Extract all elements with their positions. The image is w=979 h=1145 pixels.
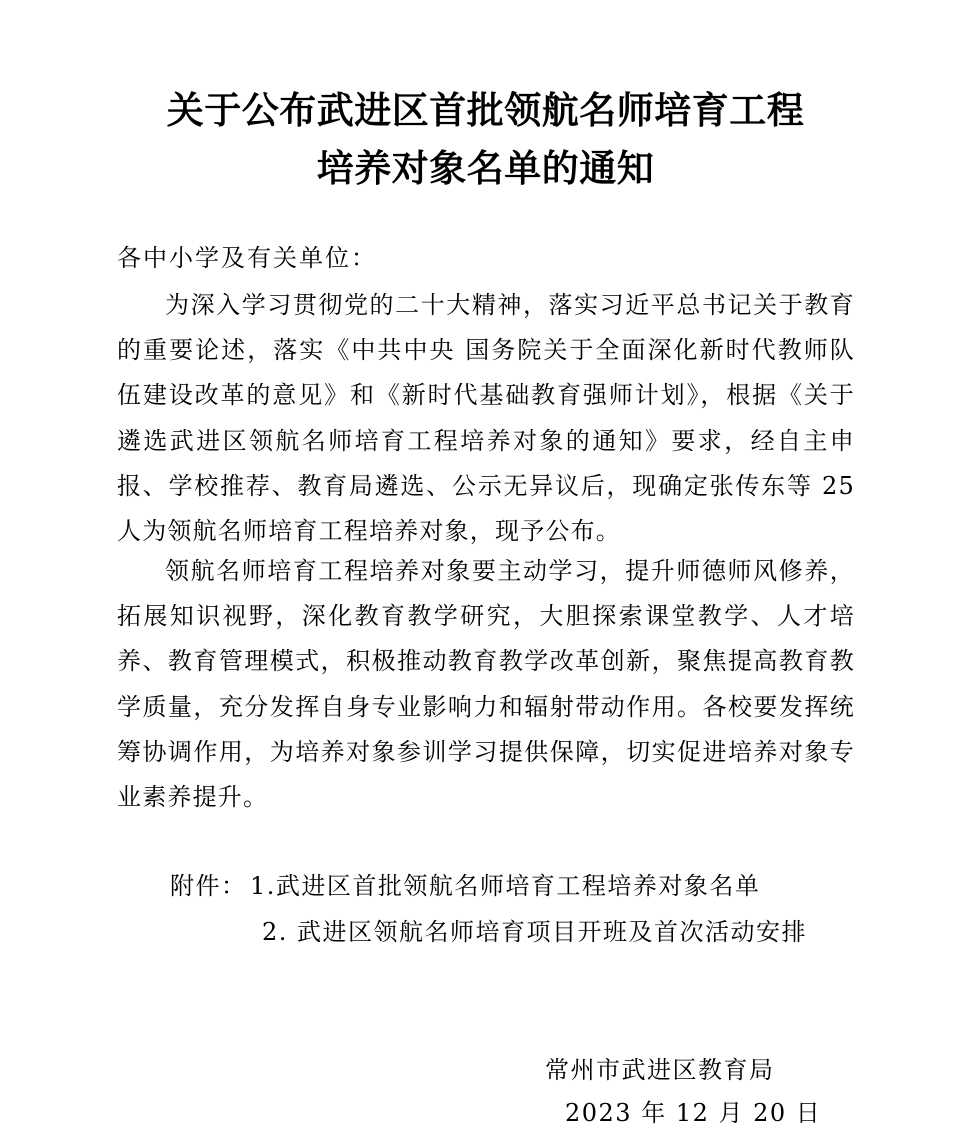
attachment-item-2: 2. 武进区领航名师培育项目开班及首次活动安排 [262,918,808,946]
body-paragraph-1: 为深入学习贯彻党的二十大精神，落实习近平总书记关于教育的重要论述，落实《中共中央 国务院关于全面深化新时代教师队伍建设改革的意见》和《新时代基础教育强师计划》，根据《关于遴选武进区领航名师培育工程培养对象的通知》要求，经自主申报、学校推荐、教育局遴选、公示无异议后，现确定张传东等 25 人为领航名师培育工程培养对象，现予公布。 [117,291,855,546]
attachment-item-1: 1.武进区首批领航名师培育工程培养对象名单 [250,872,761,900]
body-paragraph-2: 领航名师培育工程培养对象要主动学习，提升师德师风修养，拓展知识视野，深化教育教学研究，大胆探索课堂教学、人才培养、教育管理模式，积极推动教育教学改革创新，聚焦提高教育教学质量，充分发挥自身专业影响力和辐射带动作用。各校要发挥统筹协调作用，为培养对象参训学习提供保障，切实促进培养对象专业素养提升。 [117,557,855,812]
signature-organization: 常州市武进区教育局 [545,1056,775,1084]
attachments-label: 附件： [170,872,247,900]
document-title-line-1: 关于公布武进区首批领航名师培育工程 [166,88,805,132]
signature-date: 2023 年 12 月 20 日 [565,1099,822,1127]
salutation: 各中小学及有关单位： [117,244,377,272]
document-title-line-2: 培养对象名单的通知 [316,146,655,190]
